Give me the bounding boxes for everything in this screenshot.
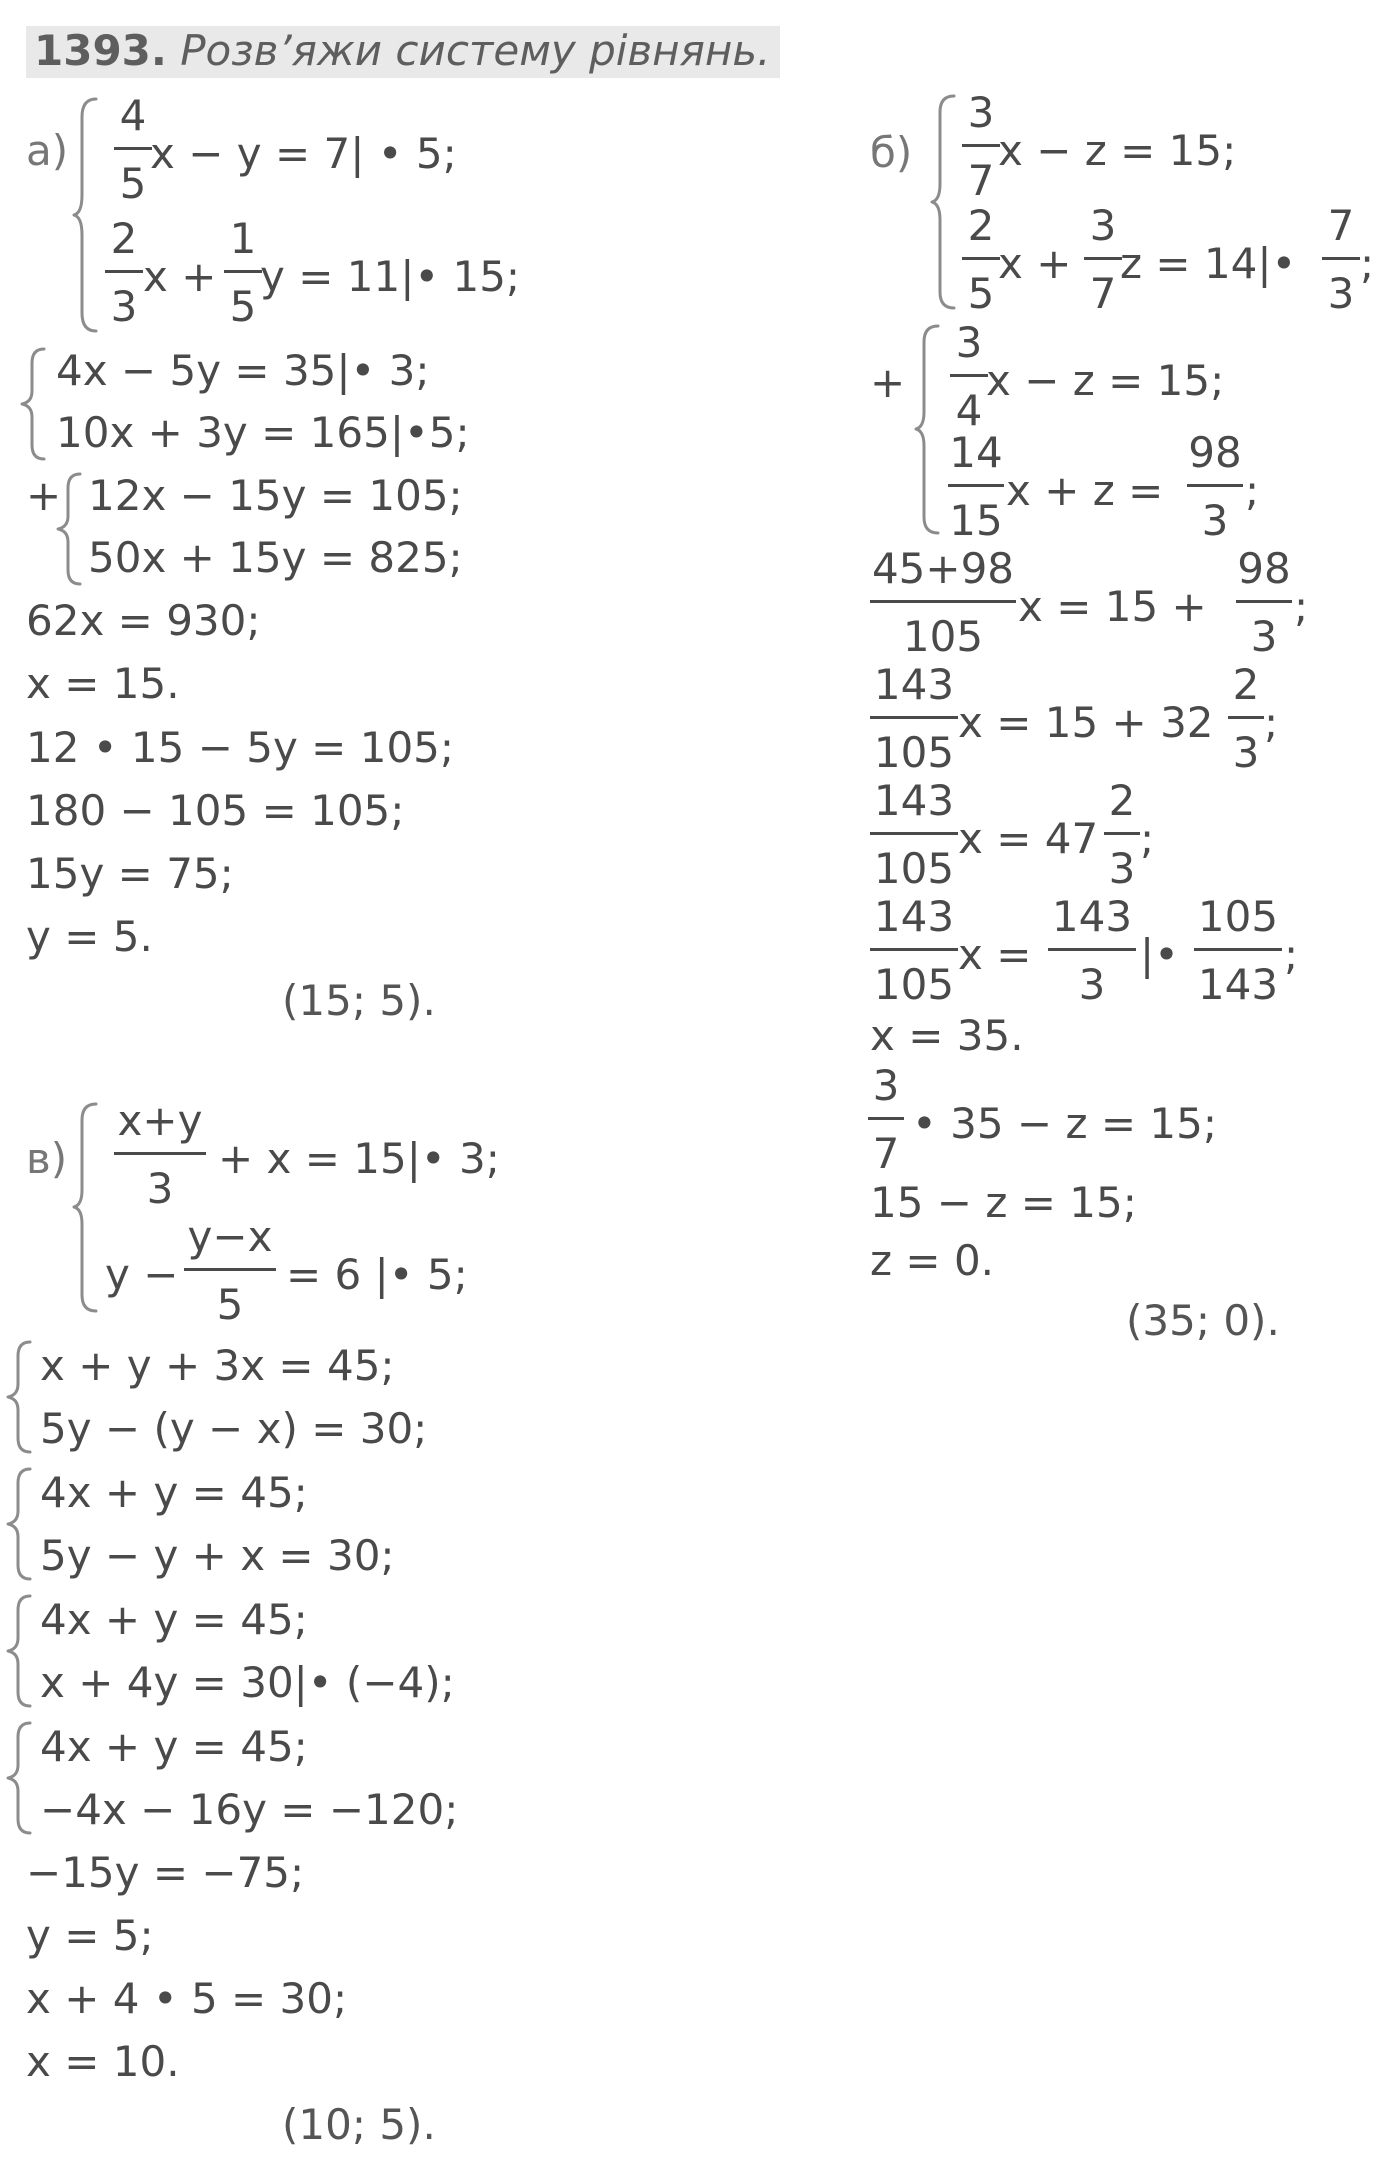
eq-b6: x = 15 + 32: [958, 698, 1214, 747]
line-v13: x + 4 • 5 = 30;: [26, 1974, 348, 2023]
brace-a2: [18, 345, 48, 463]
fraction-3-7: 3 7: [960, 92, 1002, 202]
answer-a: (15; 5).: [282, 976, 436, 1025]
fraction-2-3-a: 2 3: [1226, 664, 1266, 774]
fraction-3-7-b: 3 7: [1082, 205, 1124, 315]
eq-b2-part1: x +: [998, 239, 1072, 288]
line-v11: −15y = −75;: [26, 1848, 305, 1897]
plus-sign-b: +: [870, 358, 906, 407]
brace-a1: [72, 95, 102, 335]
eq-v7: 4x + y = 45;: [40, 1595, 308, 1644]
line-a9: 12 • 15 − 5y = 105;: [26, 723, 455, 772]
eq-b2-part2: z = 14|•: [1120, 239, 1297, 288]
eq-b1: x − z = 15;: [998, 126, 1237, 175]
fraction-143-105-c: 143 105: [868, 896, 960, 1006]
eq-v10: −4x − 16y = −120;: [40, 1785, 459, 1834]
line-v12: y = 5;: [26, 1911, 154, 1960]
fraction-4-5: 4 5: [112, 95, 154, 205]
brace-v3: [4, 1465, 34, 1583]
fraction-1-5: 1 5: [222, 218, 264, 328]
eq-b3: x − z = 15;: [986, 356, 1225, 405]
brace-a3: [54, 470, 84, 588]
eq-b5: x = 15 +: [1018, 582, 1207, 631]
fraction-xplusy-3: x+y 3: [112, 1100, 208, 1210]
brace-b1: [930, 92, 960, 312]
eq-v5: 4x + y = 45;: [40, 1468, 308, 1517]
eq-v3: x + y + 3x = 45;: [40, 1341, 395, 1390]
eq-v2-part2: = 6 |• 5;: [286, 1250, 468, 1299]
eq-v9: 4x + y = 45;: [40, 1722, 308, 1771]
fraction-98-3-b: 98 3: [1237, 544, 1291, 661]
eq-b8-part1: x =: [958, 930, 1032, 979]
fraction-2-5: 2 5: [960, 205, 1002, 315]
line-a11: 15y = 75;: [26, 849, 234, 898]
line-b12: z = 0.: [870, 1236, 995, 1285]
answer-v: (10; 5).: [282, 2100, 436, 2149]
line-a10: 180 − 105 = 105;: [26, 786, 405, 835]
fraction-105-143: 105 143: [1192, 896, 1284, 1006]
fraction-7-3: 7 3: [1320, 205, 1362, 315]
brace-b2: [914, 322, 944, 537]
brace-v4: [4, 1592, 34, 1710]
brace-v1: [72, 1100, 102, 1315]
fraction-3-4: 3 4: [948, 322, 990, 432]
fraction-98-3: 98 3: [1188, 428, 1242, 545]
part-v-label: в): [26, 1134, 68, 1183]
exercise-header: [26, 26, 780, 78]
semicolon-b4: ;: [1245, 466, 1260, 515]
eq-a2-part1: x +: [143, 252, 217, 301]
brace-v5: [4, 1719, 34, 1837]
fraction-143-105-b: 143 105: [868, 780, 960, 890]
line-b11: 15 − z = 15;: [870, 1178, 1137, 1227]
semicolon-b7: ;: [1140, 814, 1155, 863]
semicolon-b5: ;: [1294, 582, 1309, 631]
eq-a4: 10x + 3y = 165|•5;: [56, 408, 470, 457]
exercise-title: Розв’яжи систему рівнянь.: [180, 26, 771, 75]
eq-v1: + x = 15|• 3;: [218, 1134, 500, 1183]
fraction-yminusx-5: y−x 5: [182, 1216, 278, 1326]
eq-v8: x + 4y = 30|• (−4);: [40, 1658, 455, 1707]
line-a12: y = 5.: [26, 912, 153, 961]
fraction-45plus98-105: 45+98 105: [871, 544, 1015, 661]
fraction-14-15: 14 15: [949, 428, 1003, 545]
eq-b10: • 35 − z = 15;: [912, 1099, 1217, 1148]
brace-v2: [4, 1338, 34, 1456]
part-a-label: а): [26, 126, 69, 175]
line-b9: x = 35.: [870, 1011, 1024, 1060]
exercise-number: 1393.: [34, 26, 167, 75]
eq-b7: x = 47: [958, 814, 1099, 863]
eq-v4: 5y − (y − x) = 30;: [40, 1404, 428, 1453]
fraction-2-3-b: 2 3: [1102, 780, 1142, 890]
eq-v6: 5y − y + x = 30;: [40, 1531, 395, 1580]
line-v14: x = 10.: [26, 2037, 180, 2086]
line-a7: 62x = 930;: [26, 596, 261, 645]
eq-a5: 12x − 15y = 105;: [88, 471, 463, 520]
plus-sign-a: +: [26, 471, 62, 520]
fraction-2-3: 2 3: [103, 218, 145, 328]
eq-a3: 4x − 5y = 35|• 3;: [56, 346, 430, 395]
fraction-3-7-c: 3 7: [866, 1065, 906, 1175]
semicolon-b8: ;: [1284, 930, 1299, 979]
line-a8: x = 15.: [26, 659, 180, 708]
semicolon-b6: ;: [1264, 698, 1279, 747]
eq-a1: x − y = 7| • 5;: [150, 129, 457, 178]
eq-b4: x + z =: [1006, 466, 1164, 515]
eq-v2-part1: y −: [105, 1250, 179, 1299]
fraction-143-105-a: 143 105: [868, 664, 960, 774]
answer-b: (35; 0).: [1126, 1296, 1280, 1345]
eq-a2-part2: y = 11|• 15;: [260, 252, 521, 301]
eq-a6: 50x + 15y = 825;: [88, 533, 463, 582]
semicolon-b2: ;: [1360, 239, 1375, 288]
fraction-143-3: 143 3: [1046, 896, 1138, 1006]
eq-b8-part2: |•: [1140, 930, 1179, 979]
part-b-label: б): [870, 128, 913, 177]
